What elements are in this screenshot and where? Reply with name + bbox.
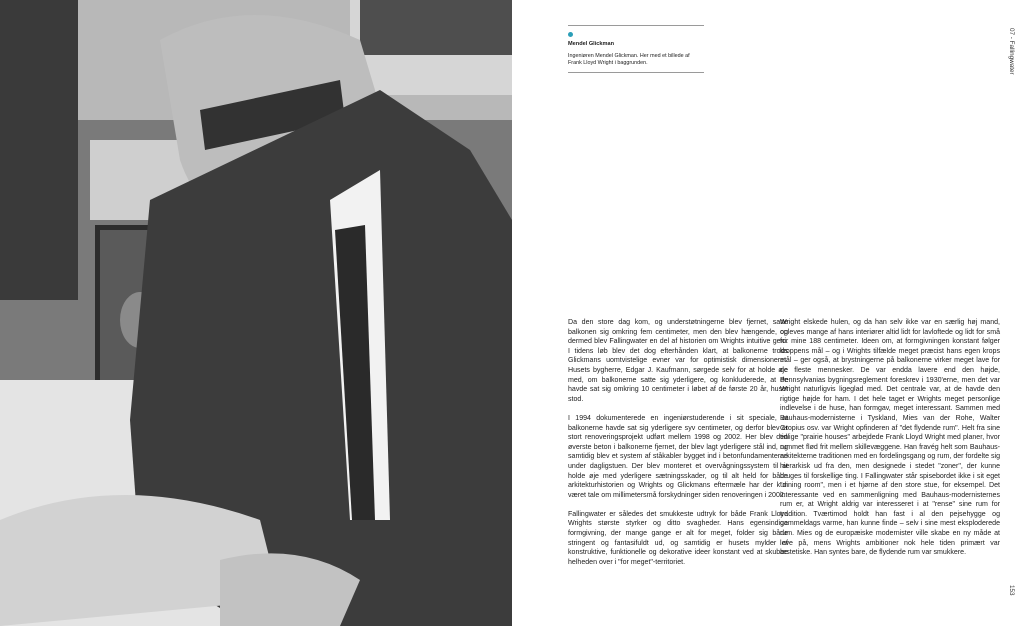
page-number: 153	[1008, 585, 1015, 596]
paragraph: Wright elskede hulen, og da han selv ikke var en særlig høj mand, opleves mange af hans interiører altid lidt for lavloftede og lidt for små for mine 188 centimeter. Ideen om, at formgivningen konstant følger kroppens mål – og i Wrights tilfælde meget præcist hans egen krops mål – ger også, at brystningerne på balkonerne virker meget lave for de fleste mennesker. De var endda lavere end den højde, Pennsylvanias bygningsreglement foreskrev i 1930'erne, men det var Wright naturligvis ligeglad med. Det centrale var, at de havde den rigtige højde for ham. I det hele taget er Wrights meget personlige indlevelse i de huse, han formgav, meget interessant. Sammen med Bauhaus-modernisterne i Tyskland, Mies van der Rohe, Walter Gropius osv. var Wright opfinderen af "det flydende rum". Helt fra sine tidlige "prairie houses" arbejdede Frank Lloyd Wright med planer, hvor rummet flød frit mellem skillevæggene. Han fravég helt som Bauhaus-arkitekterne traditionen med en fordelingsgang og rum, der fordelte sig hierarkisk ud fra den, men designede i stedet "zoner", der kunne bruges til forskellige ting. I Fallingwater står spisebordet ikke i sit eget "dining room", men i et hjørne af den store stue, for eksempel. Det interessante ved en sammenligning med Bauhaus-modernisternes rum er, at Wright aldrig var interesseret i at "rense" sine rum for tradition. Tværtimod holdt han fast i al den pejsehygge og gammeldags varme, han kunne finde – selv i sine mest eksploderede rum. Mies og de europæiske modernister ville skabe en ny måde at leve på, mens Wrights ambitioner nok hele tiden primært var æstetiske. Han syntes bare, de flydende rum var smukkere.	[780, 319, 1000, 557]
running-head: 07 - Fallingwater	[1008, 28, 1015, 75]
caption-top-rule	[568, 25, 704, 26]
photo-caption	[568, 25, 704, 73]
body-column-1	[568, 318, 788, 577]
paragraph: Da den store dag kom, og understøtningerne blev fjernet, satte balkonen sig omkring fem centimeter, men den blev hængende, og dermed blev Fallingwater en del af historien om Wrights intuitive geni. I tidens løb blev det dog efterhånden klart, at balkonerne trods Glickmans uomtvistelige evner var for optimistisk dimensioneret. Husets bygherre, Edgar J. Kaufmann, sørgede selv for at holde øje med, om balkonerne satte sig yderligere, og konkluderede, at de havde sat sig omkring 10 centimeter i løbet af de første 20 år, huset stod.	[568, 319, 788, 403]
paragraph: Fallingwater er således det smukkeste udtryk for både Frank Lloyd Wrights største styrker og ditto svagheder. Hans egensindige formgivning, der mange gange er alt for meget, folder sig både stringent og fantasifuldt ud, og samtidig er husets mylder af konstruktive, funktionelle og dekorative ideer konstant ved at skubbe helheden over i "for meget"-territoriet.	[568, 510, 788, 566]
body-column-2	[780, 318, 1000, 567]
caption-title: Mendel Glickman	[568, 41, 615, 47]
caption-dot-icon	[568, 32, 573, 37]
paragraph: I 1994 dokumenterede en ingeniørstuderende i sit speciale, at balkonerne havde sat sig yderligere syv centimeter, og derfor blev et stort renoveringsprojekt udført mellem 1998 og 2002. Her blev den øverste beton i balkonerne fjernet, der blev lagt yderligere stål ind, og samtidig blev et system af ståkabler bygget ind i betonfundamenterne under dagligstuen. Der blev monteret et overvågningssystem til at holde øje med yderligere sætningsskader, og til alt held for både arkitekturhistorien og Wrights og Glickmans eftermæle har der kun været tale om millimetersmå forskydninger siden renoveringen i 2002.	[568, 414, 788, 499]
caption-text: Ingeniøren Mendel Glickman. Her med et billede af Frank Lloyd Wright i baggrunden.	[568, 53, 704, 73]
